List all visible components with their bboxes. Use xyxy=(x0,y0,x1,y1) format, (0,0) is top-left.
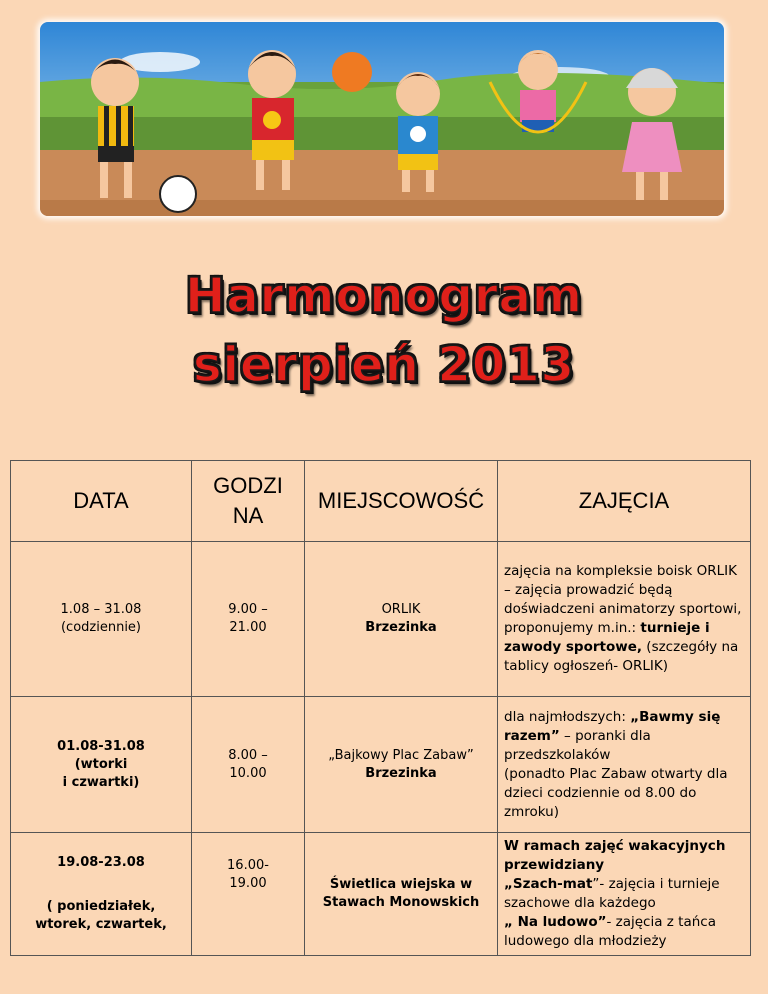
activity-intro: W ramach zajęć wakacyjnych przewidziany xyxy=(504,838,726,873)
column-header-time xyxy=(192,461,305,542)
date-cell xyxy=(11,542,192,697)
activity-highlight: „Szach-mat xyxy=(504,876,593,892)
date-note: (wtorki xyxy=(74,756,128,772)
activity-text: – poranki dla przedszkolaków xyxy=(504,727,651,763)
basketball-icon xyxy=(332,52,372,92)
time-range: 9.00 – 21.00 xyxy=(228,602,268,635)
date-range: 01.08-31.08 xyxy=(57,738,145,754)
page-title-line2: sierpień 2013 xyxy=(192,337,576,393)
page-title-line1: Harmonogram xyxy=(185,268,583,324)
time-cell xyxy=(192,542,305,697)
activity-note: (ponadto Plac Zabaw otwarty dla dzieci codziennie od 8.00 do zmroku) xyxy=(504,765,728,820)
place-town: Brzezinka xyxy=(365,765,437,781)
column-header-activities: ZAJĘCIA xyxy=(498,461,751,542)
table-row xyxy=(11,697,751,833)
date-note: i czwartki) xyxy=(62,774,140,790)
date-range: 1.08 – 31.08 xyxy=(60,602,142,617)
date-note: wtorek, czwartek, xyxy=(35,917,167,932)
place-town: Brzezinka xyxy=(365,620,437,635)
time-range: 16.00- 19.00 xyxy=(227,858,269,891)
place-name: „Bajkowy Plac Zabaw” xyxy=(328,747,474,763)
column-header-place: MIEJSCOWOŚĆ xyxy=(305,461,498,542)
time-cell xyxy=(192,833,305,956)
activity-note: (szczegóły na tablicy ogłoszeń- ORLIK) xyxy=(504,639,739,674)
table-row xyxy=(11,833,751,956)
place-cell xyxy=(305,833,498,956)
activities-cell xyxy=(498,697,751,833)
date-cell xyxy=(11,697,192,833)
place-cell xyxy=(305,697,498,833)
soccer-ball-icon xyxy=(160,176,196,212)
activities-cell xyxy=(498,542,751,697)
date-note: (codziennie) xyxy=(60,620,142,635)
activity-highlight: „ Na ludowo” xyxy=(504,914,607,930)
activity-text: dla najmłodszych: xyxy=(504,708,626,725)
time-cell xyxy=(192,697,305,833)
date-cell xyxy=(11,833,192,956)
activity-text: zajęcia na kompleksie boisk ORLIK – zajęcia prowadzić będą doświadczeni animatorzy sportowi, proponujemy m.in.: xyxy=(504,563,742,636)
activity-text: ”- zajęcia i turnieje szachowe dla każdego xyxy=(504,876,720,911)
header-banner-illustration xyxy=(40,22,724,216)
place-name: ORLIK xyxy=(381,602,421,617)
place-cell xyxy=(305,542,498,697)
column-header-date: DATA xyxy=(11,461,192,542)
place-name: Świetlica wiejska w Stawach Monowskich xyxy=(322,877,480,910)
activities-cell xyxy=(498,833,751,956)
table-header-row xyxy=(11,461,751,542)
activity-text: - zajęcia z tańca ludowego dla młodzieży xyxy=(504,914,716,949)
time-range: 8.00 – 10.00 xyxy=(228,747,268,781)
date-range: 19.08-23.08 xyxy=(57,855,145,870)
activity-highlight: „Bawmy się razem” xyxy=(504,708,721,744)
schedule-table xyxy=(10,460,751,956)
table-row xyxy=(11,542,751,697)
activity-highlight: turnieje i zawody sportowe, xyxy=(504,620,710,655)
date-note: ( poniedziałek, xyxy=(46,899,156,914)
column-header-time-label: GODZI NA xyxy=(213,473,283,528)
